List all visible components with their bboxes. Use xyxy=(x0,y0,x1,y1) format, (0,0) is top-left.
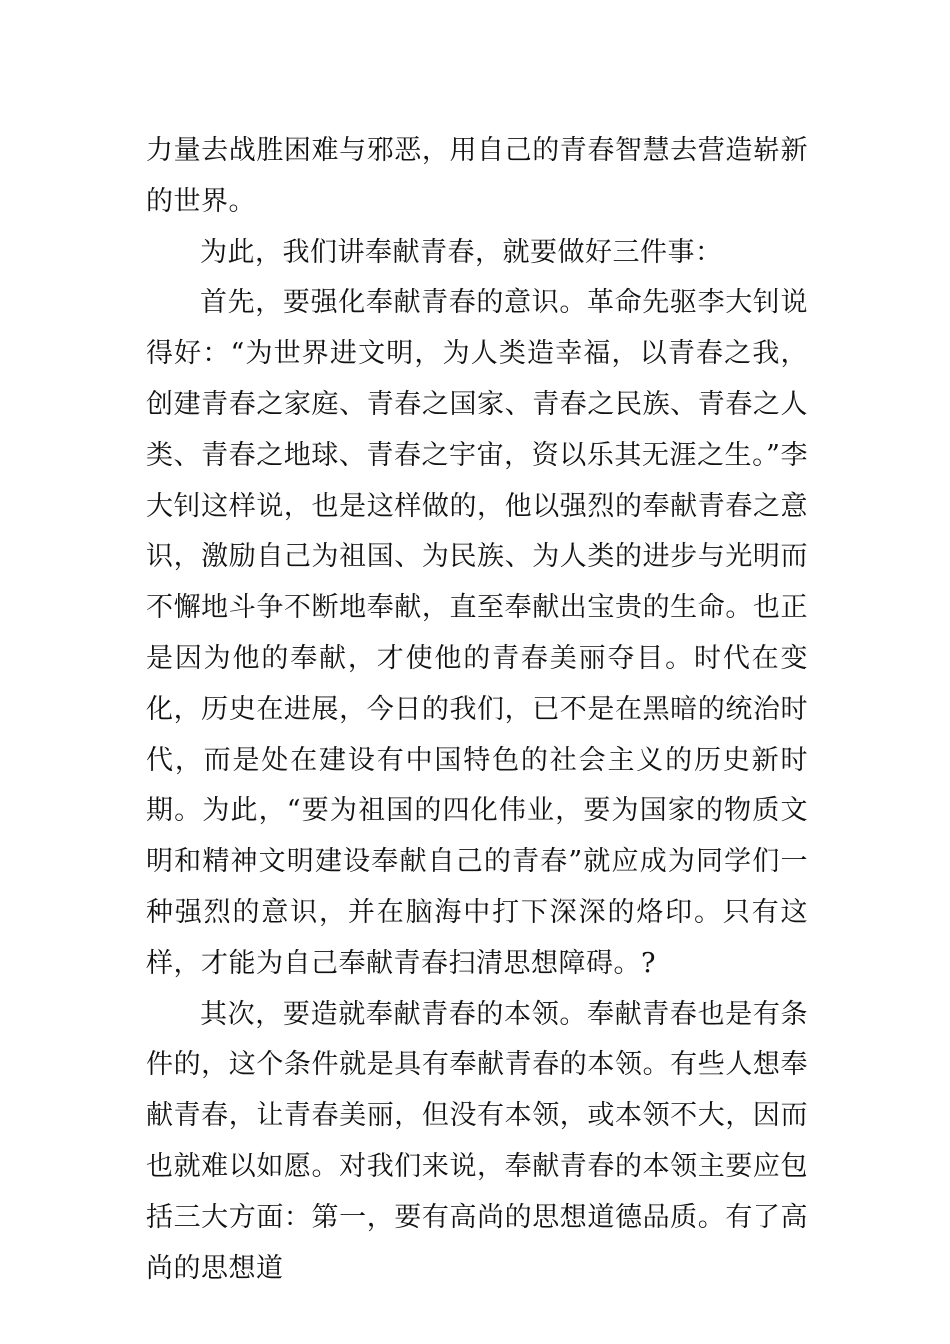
paragraph-first-point: 首先，要强化奉献青春的意识。革命先驱李大钊说得好：“为世界进文明，为人类造幸福，以青春之我，创建青春之家庭、青春之国家、青春之民族、青春之人类、青春之地球、青春之宇宙，资以乐其无涯之生。”李大钊这样说，也是这样做的，他以强烈的奉献青春之意识，激励自己为祖国、为民族、为人类的进步与光明而不懈地斗争不断地奉献，直至奉献出宝贵的生命。也正是因为他的奉献，才使他的青春美丽夺目。时代在变化，历史在进展，今日的我们，已不是在黑暗的统治时代，而是处在建设有中国特色的社会主义的历史新时期。为此，“要为祖国的四化伟业，要为国家的物质文明和精神文明建设奉献自己的青春”就应成为同学们一种强烈的意识，并在脑海中打下深深的烙印。只有这样，才能为自己奉献青春扫清思想障碍。? xyxy=(146,287,808,979)
paragraph-continuation: 力量去战胜困难与邪恶，用自己的青春智慧去营造崭新的世界。 xyxy=(146,135,808,217)
paragraph-intro: 为此，我们讲奉献青春，就要做好三件事： xyxy=(200,236,723,268)
paragraph-second-point: 其次，要造就奉献青春的本领。奉献青春也是有条件的，这个条件就是具有奉献青春的本领。有些人想奉献青春，让青春美丽，但没有本领，或本领不大，因而也就难以如愿。对我们来说，奉献青春的本领主要应包括三大方面：第一，要有高尚的思想道德品质。有了高尚的思想道 xyxy=(146,998,808,1284)
body-text xyxy=(146,126,808,1294)
